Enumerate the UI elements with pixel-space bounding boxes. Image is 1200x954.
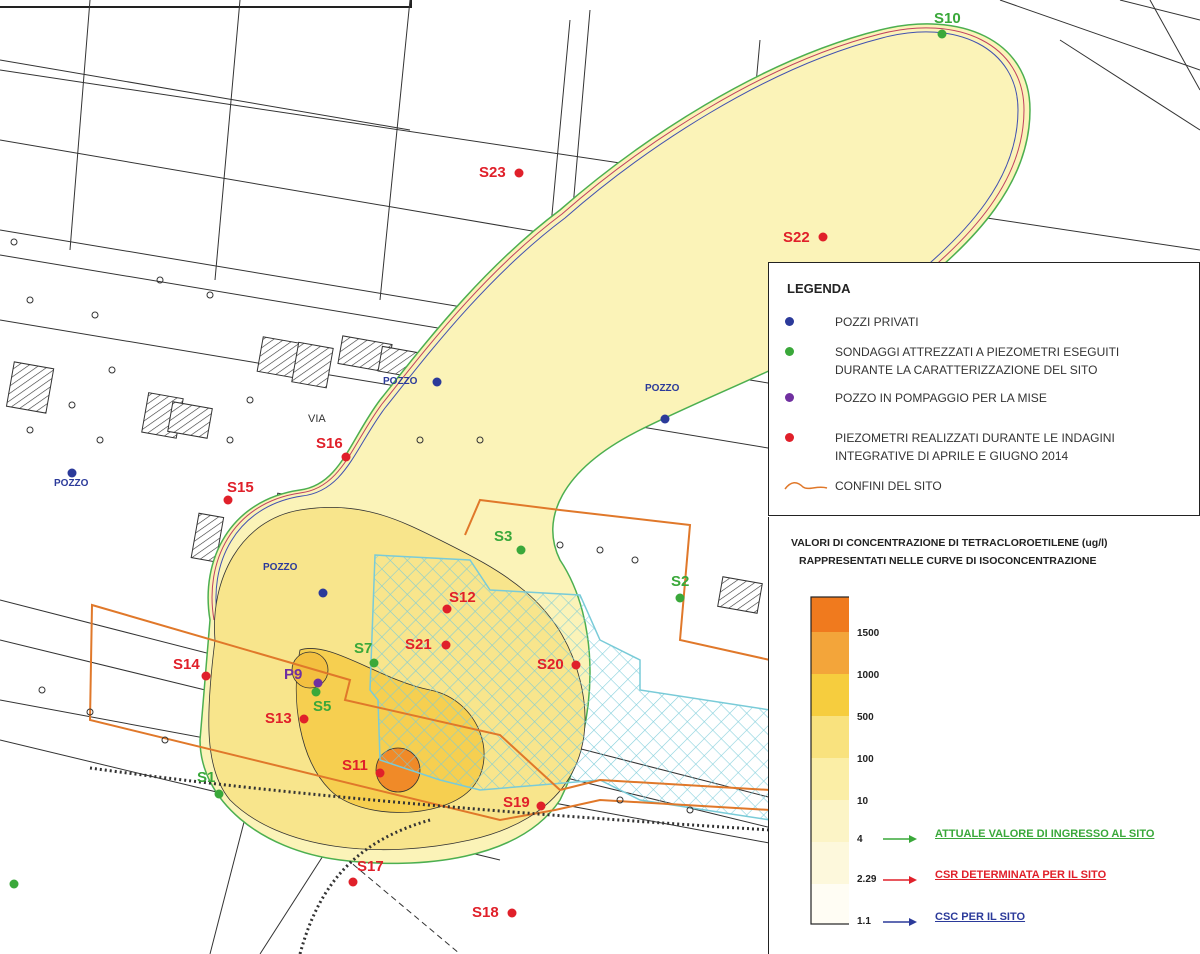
arrow-label-csr: CSR DETERMINATA PER IL SITO bbox=[935, 869, 1107, 881]
label-s18: S18 bbox=[472, 904, 499, 921]
label-s11: S11 bbox=[342, 757, 368, 774]
scale-tick: 4 bbox=[857, 834, 863, 845]
scale-tick: 1.1 bbox=[857, 916, 871, 927]
color-scale-bar bbox=[789, 592, 849, 932]
label-s19: S19 bbox=[503, 794, 530, 811]
label-s5: S5 bbox=[313, 698, 332, 715]
label-s10: S10 bbox=[934, 10, 961, 27]
red-arrow-icon bbox=[881, 875, 921, 885]
label-s22: S22 bbox=[783, 229, 810, 246]
label-s21: S21 bbox=[405, 636, 432, 653]
blue-arrow-icon bbox=[881, 917, 921, 927]
label-pozzo-4: POZZO bbox=[263, 562, 298, 573]
scale-tick: 10 bbox=[857, 796, 869, 807]
label-pozzo-2: POZZO bbox=[383, 376, 418, 387]
scale-tick: 1500 bbox=[857, 628, 880, 639]
legend-title: LEGENDA bbox=[787, 281, 851, 296]
scale-tick: 100 bbox=[857, 754, 874, 765]
label-s1: S1 bbox=[197, 769, 216, 786]
label-pozzo-1: POZZO bbox=[54, 478, 89, 489]
green-arrow-icon bbox=[881, 834, 921, 844]
label-pozzo-3: POZZO bbox=[645, 383, 680, 394]
label-s7: S7 bbox=[354, 640, 373, 657]
pumping-well bbox=[314, 679, 323, 688]
label-s23: S23 bbox=[479, 164, 506, 181]
red-dot-icon bbox=[785, 433, 794, 442]
arrow-label-csc: CSC PER IL SITO bbox=[935, 911, 1026, 923]
arrow-label-current-value: ATTUALE VALORE DI INGRESSO AL SITO bbox=[935, 828, 1155, 840]
label-s15: S15 bbox=[227, 479, 254, 496]
label-s14: S14 bbox=[173, 656, 200, 673]
scale-tick: 500 bbox=[857, 712, 874, 723]
blue-dot-icon bbox=[785, 317, 794, 326]
label-s12: S12 bbox=[449, 589, 476, 606]
label-s20: S20 bbox=[537, 656, 564, 673]
label-s17: S17 bbox=[357, 858, 384, 875]
scale-title: VALORI DI CONCENTRAZIONE DI TETRACLOROETILENE (ug/l) bbox=[791, 537, 1108, 549]
street-label: VIA bbox=[308, 413, 326, 425]
label-s13: S13 bbox=[265, 710, 292, 727]
label-s3: S3 bbox=[494, 528, 513, 545]
label-p9: P9 bbox=[284, 666, 303, 683]
scale-subtitle: RAPPRESENTATI NELLE CURVE DI ISOCONCENTRAZIONE bbox=[799, 555, 1097, 567]
legend-panel: LEGENDA POZZI PRIVATI SONDAGGI ATTREZZATI A PIEZOMETRI ESEGUITI DURANTE LA CARATTERIZZAZIONE DEL SITO POZZO IN POMPAGGIO PER LA MISE PIEZOMETRI REALIZZATI DURANTE LE INDAGINI INTEGRATIVE DI APRILE E GIUGNO 2014 CONFINI DEL SITO bbox=[768, 262, 1200, 516]
boundary-line-icon bbox=[783, 479, 829, 493]
purple-dot-icon bbox=[785, 393, 794, 402]
label-s16: S16 bbox=[316, 435, 343, 452]
label-s2: S2 bbox=[671, 573, 690, 590]
scale-tick: 1000 bbox=[857, 670, 880, 681]
green-dot-icon bbox=[785, 347, 794, 356]
scale-tick: 2.29 bbox=[857, 874, 877, 885]
concentration-scale-panel bbox=[768, 517, 1200, 954]
